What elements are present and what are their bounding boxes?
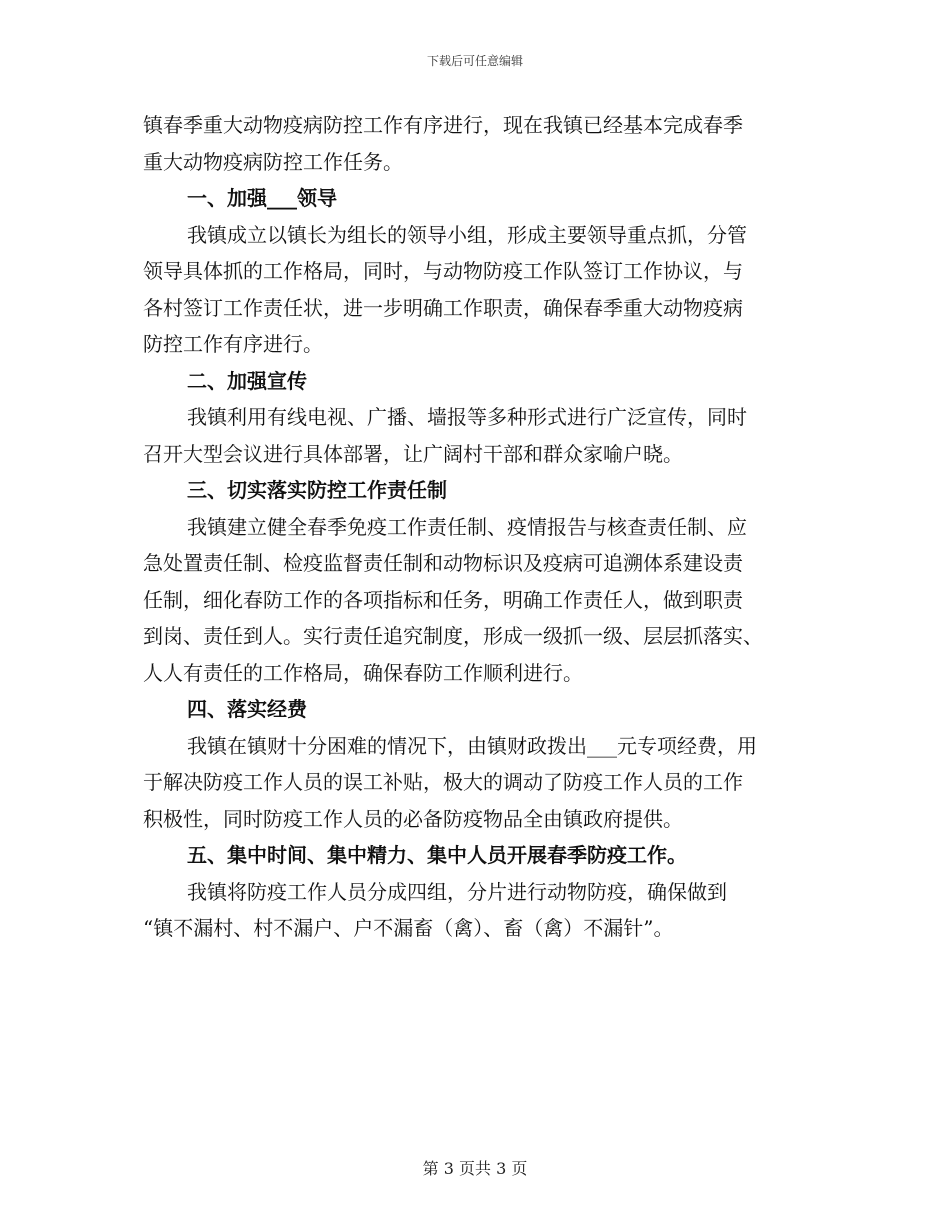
section-heading: 三、切实落实防控工作责任制 bbox=[187, 478, 447, 502]
text-line: 积极性，同时防疫工作人员的必备防疫物品全由镇政府提供。 bbox=[143, 806, 683, 831]
text-line: 镇春季重大动物疫病防控工作有序进行，现在我镇已经基本完成春季 bbox=[143, 113, 743, 137]
text-line: 我镇建立健全春季免疫工作责任制、疫情报告与核查责任制、应 bbox=[187, 514, 747, 539]
page-header: 下载后可任意编辑 bbox=[426, 54, 523, 68]
text-line: “镇不漏村、村不漏户、户不漏畜（禽）、畜（禽）不漏针”。 bbox=[143, 916, 674, 940]
text-line: 重大动物疫病防控工作任务。 bbox=[143, 149, 403, 174]
text-line: 各村签订工作责任状，进一步明确工作职责，确保春季重大动物疫病 bbox=[143, 295, 743, 320]
page-footer: 第 3 页共 3 页 bbox=[422, 1159, 528, 1178]
section-heading: 四、落实经费 bbox=[187, 697, 307, 721]
text-line: 我镇将防疫工作人员分成四组，分片进行动物防疫，确保做到 bbox=[187, 879, 727, 904]
section-heading: 二、加强宣传 bbox=[187, 368, 307, 393]
text-line: 于解决防疫工作人员的误工补贴，极大的调动了防疫工作人员的工作 bbox=[143, 770, 743, 794]
section-heading: 一、加强___领导 bbox=[187, 186, 337, 210]
text-line: 我镇利用有线电视、广播、墙报等多种形式进行广泛宣传，同时 bbox=[187, 405, 747, 429]
section-heading: 五、集中时间、集中精力、集中人员开展春季防疫工作。 bbox=[187, 843, 687, 867]
text-line: 任制，细化春防工作的各项指标和任务，明确工作责任人，做到职责 bbox=[143, 587, 743, 612]
text-line: 召开大型会议进行具体部署，让广阔村干部和群众家喻户晓。 bbox=[143, 441, 683, 466]
text-line: 我镇在镇财十分困难的情况下，由镇财政拨出___元专项经费，用 bbox=[187, 733, 757, 758]
text-line: 急处置责任制、检疫监督责任制和动物标识及疫病可追溯体系建设责 bbox=[143, 551, 743, 575]
text-line: 我镇成立以镇长为组长的领导小组，形成主要领导重点抓，分管 bbox=[187, 222, 747, 247]
document-body bbox=[143, 107, 813, 947]
text-line: 到岗、责任到人。实行责任追究制度，形成一级抓一级、层层抓落实、 bbox=[143, 624, 763, 648]
text-line: 人人有责任的工作格局，确保春防工作顺利进行。 bbox=[143, 660, 583, 685]
text-line: 防控工作有序进行。 bbox=[143, 332, 323, 356]
text-line: 领导具体抓的工作格局，同时，与动物防疫工作队签订工作协议，与 bbox=[143, 259, 743, 283]
